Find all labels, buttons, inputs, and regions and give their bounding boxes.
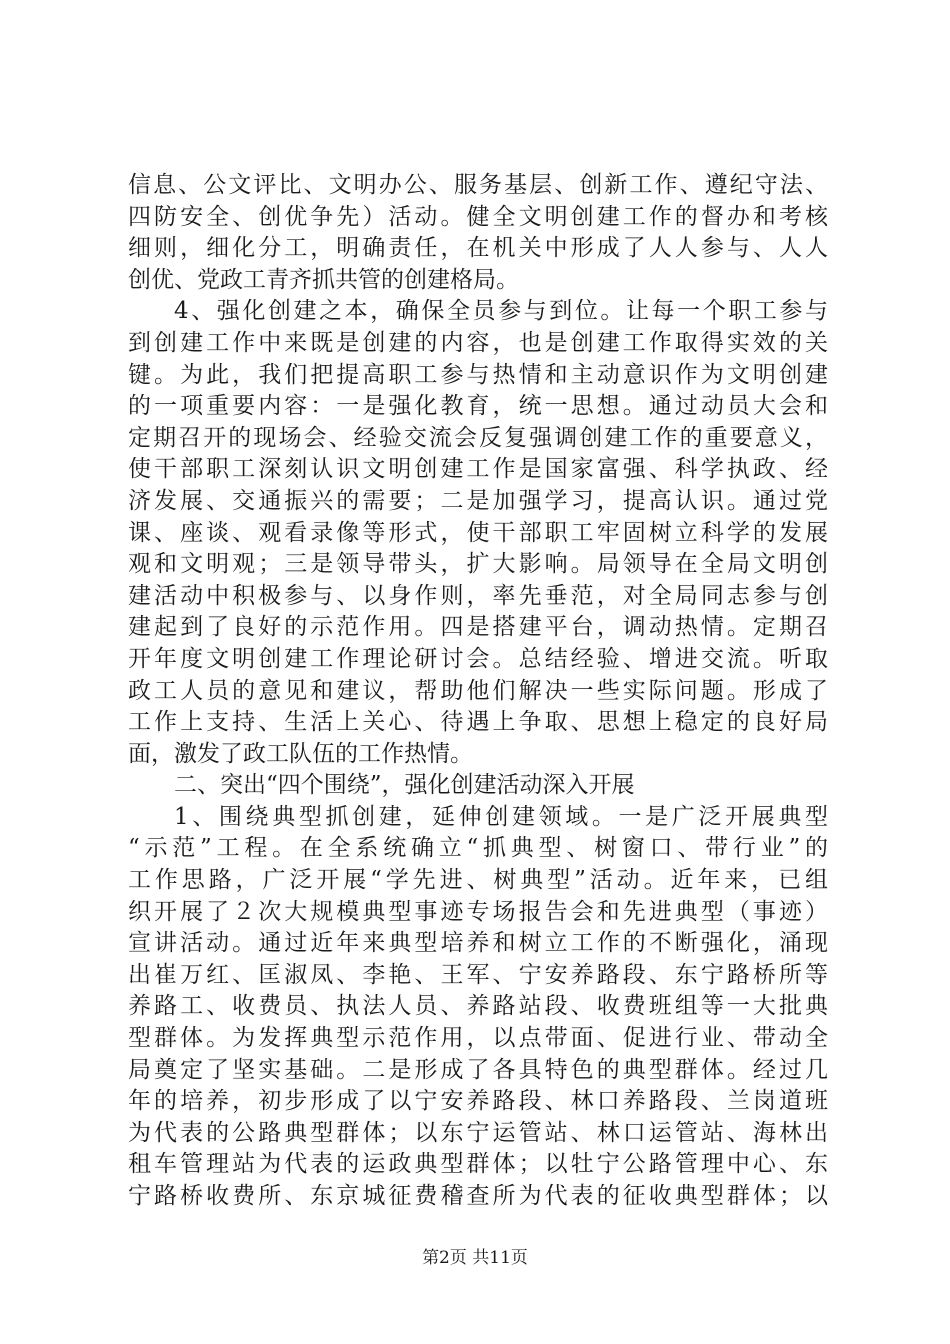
text-line: 到创建工作中来既是创建的内容，也是创建工作取得实效的关 xyxy=(128,329,828,356)
document-body xyxy=(128,170,828,1213)
text-line: 1、围绕典型抓创建，延伸创建领域。一是广泛开展典型 xyxy=(174,803,828,830)
text-line: 建活动中积极参与、以身作则，率先垂范，对全局同志参与创 xyxy=(128,582,828,609)
text-line: 创优、党政工青齐抓共管的创建格局。 xyxy=(128,266,519,293)
text-line: 工作上支持、生活上关心、待遇上争取、思想上稳定的良好局 xyxy=(128,709,828,736)
text-line: 宣讲活动。通过近年来典型培养和树立工作的不断强化，涌现 xyxy=(128,930,828,957)
text-line: 宁路桥收费所、东京城征费稽查所为代表的征收典型群体；以 xyxy=(128,1183,828,1209)
text-line: 细则，细化分工，明确责任，在机关中形成了人人参与、人人 xyxy=(128,235,828,262)
text-line: 济发展、交通振兴的需要；二是加强学习，提高认识。通过党 xyxy=(128,487,828,514)
text-line: 键。为此，我们把提高职工参与热情和主动意识作为文明创建 xyxy=(128,361,828,388)
text-line: 为代表的公路典型群体；以东宁运管站、林口运管站、海林出 xyxy=(128,1119,828,1146)
text-line: 租车管理站为代表的运政典型群体；以牡宁公路管理中心、东 xyxy=(128,1151,828,1178)
text-line: 四防安全、创优争先）活动。健全文明创建工作的督办和考核 xyxy=(128,203,828,230)
text-line: 建起到了良好的示范作用。四是搭建平台，调动热情。定期召 xyxy=(128,614,828,641)
text-line: 的一项重要内容：一是强化教育，统一思想。通过动员大会和 xyxy=(128,393,828,420)
text-line: 使干部职工深刻认识文明创建工作是国家富强、科学执政、经 xyxy=(128,456,828,483)
text-line: 局奠定了坚实基础。二是形成了各具特色的典型群体。经过几 xyxy=(128,1056,828,1083)
text-line: 出崔万红、匡淑凤、李艳、王军、宁安养路段、东宁路桥所等 xyxy=(128,961,828,988)
text-line: 二、突出“四个围绕”，强化创建活动深入开展 xyxy=(174,772,635,799)
text-line: 开年度文明创建工作理论研讨会。总结经验、增进交流。听取 xyxy=(128,645,828,672)
text-line: 养路工、收费员、执法人员、养路站段、收费班组等一大批典 xyxy=(128,993,828,1020)
page-footer: 第2页 共11页 xyxy=(422,1248,528,1268)
text-line: 定期召开的现场会、经验交流会反复强调创建工作的重要意义， xyxy=(128,424,828,451)
text-line: 工作思路，广泛开展“学先进、树典型”活动。近年来，已组 xyxy=(128,867,828,894)
text-line: “示范”工程。在全系统确立“抓典型、树窗口、带行业”的 xyxy=(128,835,828,862)
text-line: 型群体。为发挥典型示范作用，以点带面、促进行业、带动全 xyxy=(128,1025,828,1052)
text-line: 面，激发了政工队伍的工作热情。 xyxy=(128,740,473,767)
text-line: 织开展了２次大规模典型事迹专场报告会和先进典型（事迹） xyxy=(128,898,828,925)
text-line: 观和文明观；三是领导带头，扩大影响。局领导在全局文明创 xyxy=(128,551,828,578)
text-line: 年的培养，初步形成了以宁安养路段、林口养路段、兰岗道班 xyxy=(128,1088,828,1115)
text-line: 课、座谈、观看录像等形式，使干部职工牢固树立科学的发展 xyxy=(128,519,828,546)
text-line: 信息、公文评比、文明办公、服务基层、创新工作、遵纪守法、 xyxy=(128,172,828,198)
text-line: 政工人员的意见和建议，帮助他们解决一些实际问题。形成了 xyxy=(128,677,828,704)
text-line: 4、强化创建之本，确保全员参与到位。让每一个职工参与 xyxy=(174,298,828,325)
